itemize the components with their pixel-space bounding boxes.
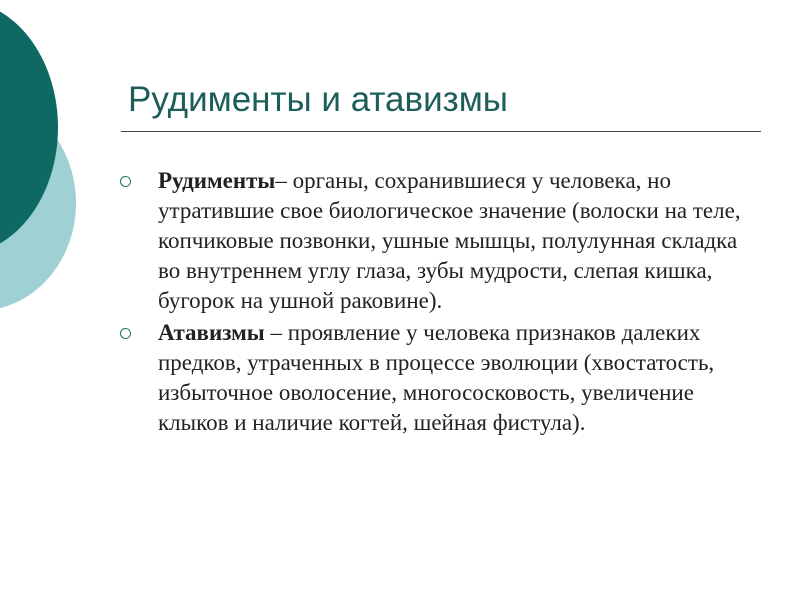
slide-title: Рудименты и атавизмы xyxy=(128,80,508,119)
circle-bullet-icon xyxy=(120,328,131,339)
title-divider xyxy=(121,131,761,132)
bullet-term: Атавизмы xyxy=(158,320,265,345)
bullet-list xyxy=(118,166,758,440)
bullet-term: Рудименты xyxy=(158,168,276,193)
circle-bullet-icon xyxy=(120,176,131,187)
bullet-text: – проявление у человека признаков далеких предков, утраченных в процессе эволюции (хвостатость, избыточное оволосение, многососковость, увеличение клыков и наличие когтей, шейная фистула). xyxy=(158,320,715,435)
bullet-item-atavisms xyxy=(118,318,758,438)
bullet-item-rudiments xyxy=(118,166,758,316)
bullet-text: – органы, сохранившиеся у человека, но утратившие свое биологическое значение (волоски на теле, копчиковые позвонки, ушные мышцы, полулунная складка во внутреннем углу глаза, зубы мудрости, слепая кишка, бугорок на ушной раковине). xyxy=(158,168,741,313)
